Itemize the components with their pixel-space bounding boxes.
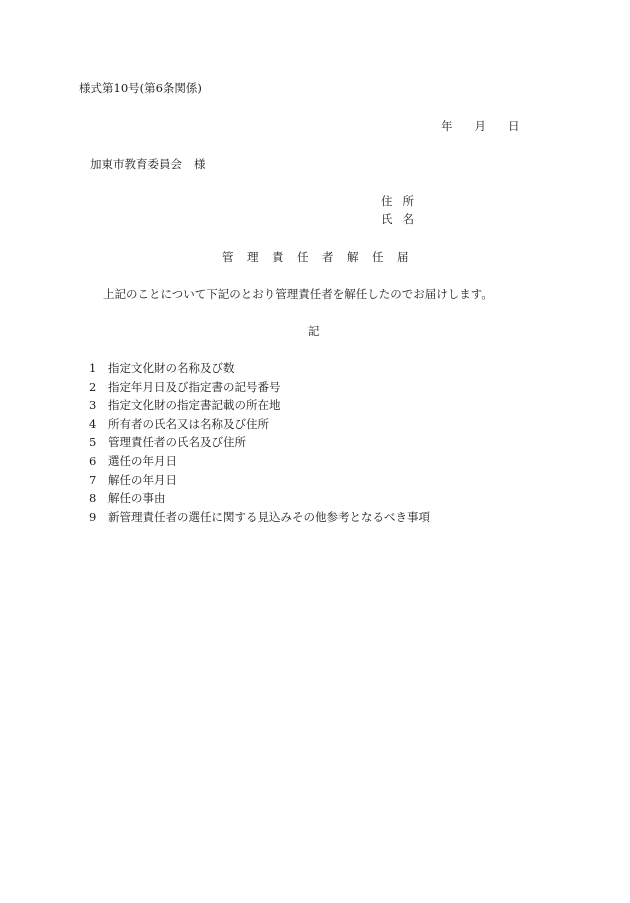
list-item-text: 新管理責任者の選任に関する見込みその他参考となるべき事項 bbox=[108, 509, 430, 524]
list-item bbox=[89, 454, 430, 473]
list-item bbox=[89, 417, 430, 436]
list-item-number: 3 bbox=[89, 398, 97, 413]
list-item-text: 指定年月日及び指定書の記号番号 bbox=[108, 379, 281, 394]
list-item-number: 4 bbox=[89, 416, 97, 431]
list-item-text: 解任の事由 bbox=[108, 491, 166, 506]
list-item-number: 5 bbox=[89, 435, 97, 450]
list-item-text: 選任の年月日 bbox=[108, 453, 177, 468]
list-item bbox=[89, 491, 430, 510]
list-item-number: 7 bbox=[89, 472, 97, 487]
ki-heading: 記 bbox=[308, 324, 320, 338]
date-day-label: 日 bbox=[508, 119, 520, 133]
list-item-number: 2 bbox=[89, 379, 97, 394]
list-item-text: 解任の年月日 bbox=[108, 472, 177, 487]
list-item-number: 6 bbox=[89, 453, 97, 468]
date-month-label: 月 bbox=[474, 119, 486, 133]
list-item-number: 9 bbox=[89, 509, 97, 524]
item-list bbox=[89, 361, 430, 528]
list-item bbox=[89, 510, 430, 529]
document-title: 管理責任者解任届 bbox=[222, 250, 422, 264]
list-item bbox=[89, 380, 430, 399]
list-item-number: 1 bbox=[89, 361, 97, 375]
address-label: 住所 bbox=[381, 194, 424, 208]
addressee bbox=[90, 157, 206, 171]
name-label: 氏名 bbox=[381, 212, 424, 226]
list-item bbox=[89, 398, 430, 417]
list-item bbox=[89, 473, 430, 492]
list-item-text: 所有者の氏名又は名称及び住所 bbox=[108, 416, 269, 431]
list-item-text: 指定文化財の名称及び数 bbox=[108, 361, 235, 375]
list-item-text: 指定文化財の指定書記載の所在地 bbox=[108, 398, 281, 413]
list-item-text: 管理責任者の氏名及び住所 bbox=[108, 435, 246, 450]
form-number: 様式第10号(第6条関係) bbox=[79, 81, 202, 95]
body-text: 上記のことについて下記のとおり管理責任者を解任したのでお届けします。 bbox=[103, 287, 493, 301]
list-item-number: 8 bbox=[89, 491, 97, 506]
date-year-label: 年 bbox=[441, 119, 453, 133]
date-line bbox=[441, 119, 520, 133]
list-item bbox=[89, 361, 430, 380]
addressee-name: 加東市教育委員会 bbox=[90, 157, 182, 171]
list-item bbox=[89, 435, 430, 454]
addressee-honorific: 様 bbox=[194, 157, 206, 171]
